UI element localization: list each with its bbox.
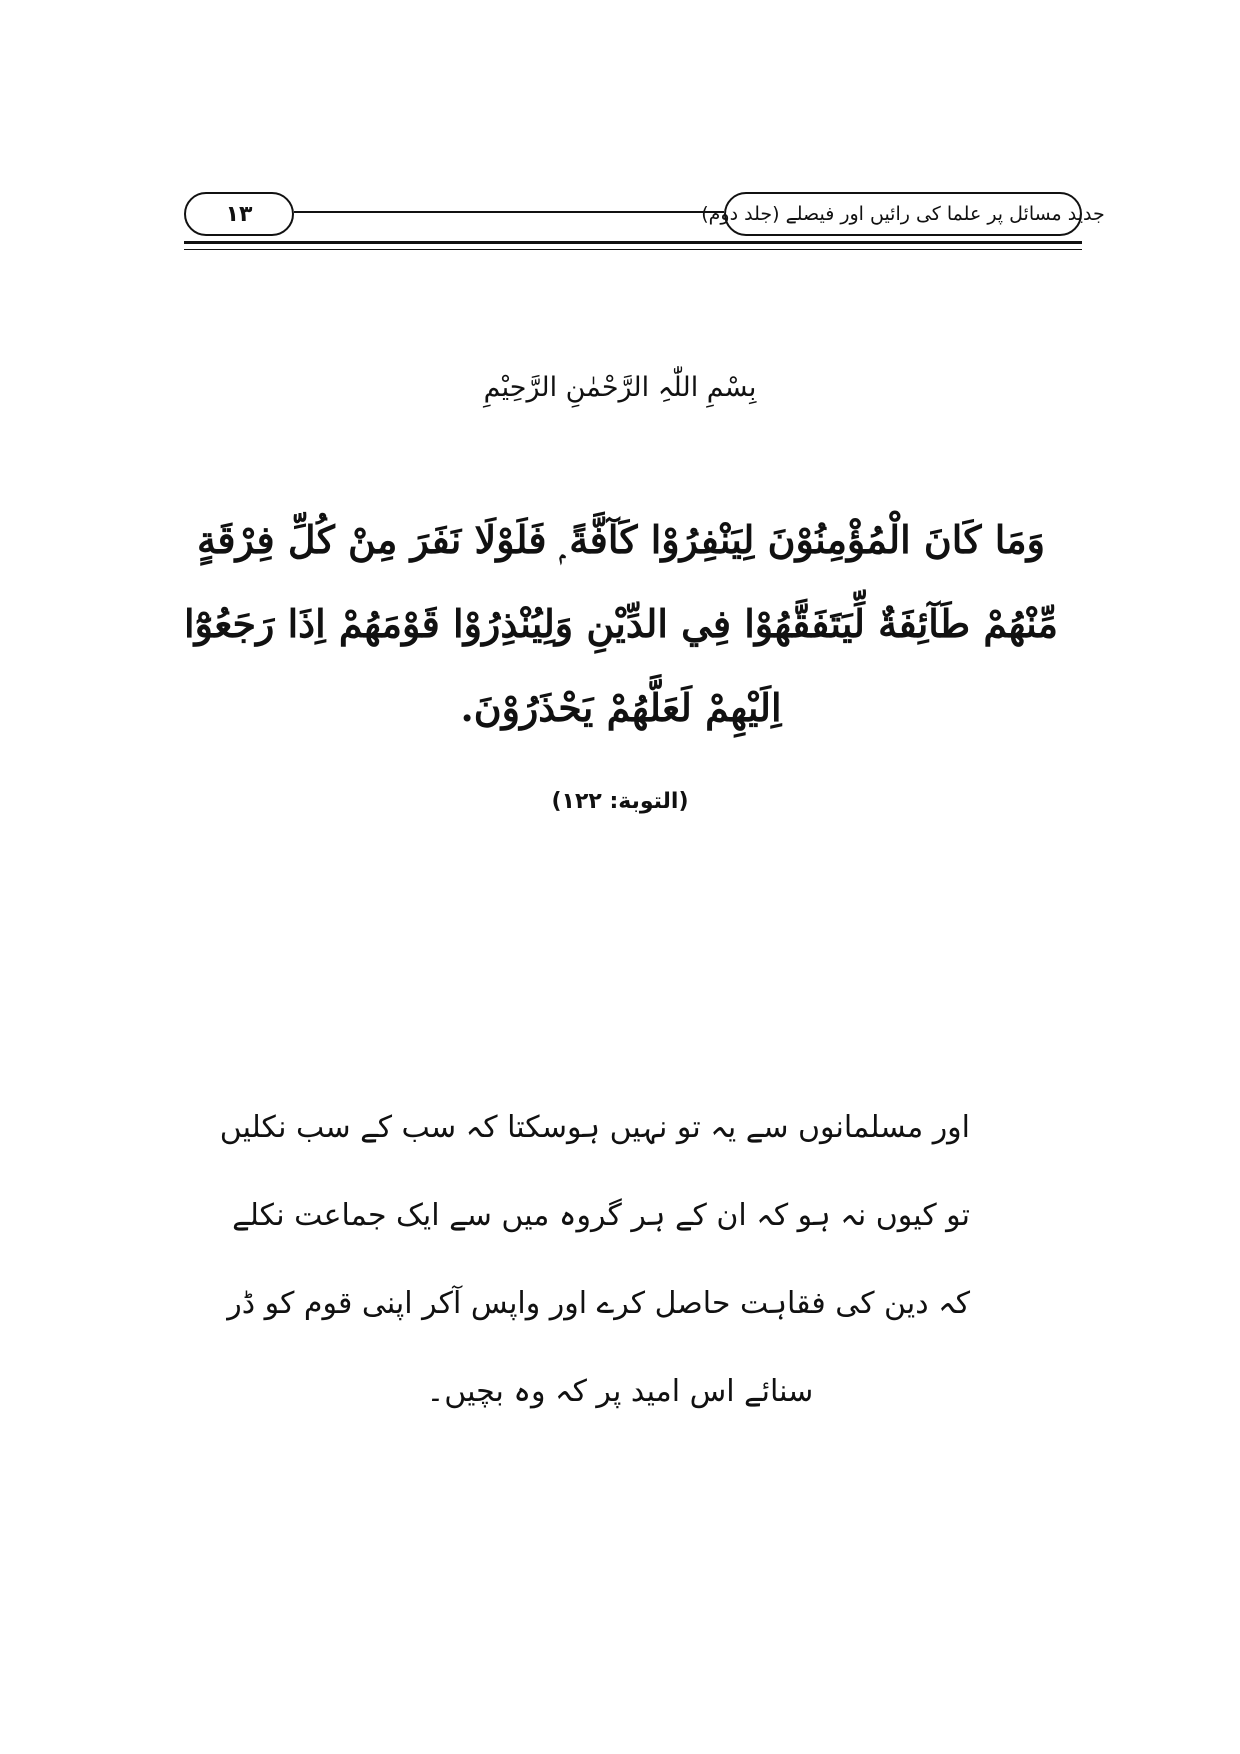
verse-line: وَمَا كَانَ الْمُؤْمِنُوْنَ لِيَنْفِرُوْا كَآفَّةً ۭ فَلَوْلَا نَفَرَ مِنْ كُلِّ فِرْقَةٍ bbox=[197, 517, 1045, 562]
translation-line: کہ دین کی فقاہت حاصل کرے اور واپس آکر اپنی قوم کو ڈر bbox=[227, 1286, 970, 1321]
running-header bbox=[184, 190, 1105, 246]
verse-line: اِلَيْهِمْ لَعَلَّهُمْ يَحْذَرُوْنَ. bbox=[460, 685, 782, 730]
verse-line: مِّنْهُمْ طَآئِفَةٌ لِّيَتَفَقَّهُوْا فِي الدِّيْنِ وَلِيُنْذِرُوْا قَوْمَهُمْ اِذَا رَجَعُوْٓا bbox=[184, 601, 1058, 646]
verse-reference: (التوبة: ۱۲۲) bbox=[551, 789, 689, 814]
translation-line: اور مسلمانوں سے یہ تو نہیں ہوسکتا کہ سب کے سب نکلیں bbox=[219, 1110, 970, 1145]
page-number: ۱۳ bbox=[225, 201, 253, 227]
translation-line: سنائے اس امید پر کہ وہ بچیں۔ bbox=[426, 1374, 814, 1409]
header-rule-thin bbox=[184, 249, 1082, 250]
book-title-badge bbox=[701, 192, 1105, 236]
basmala: بِسْمِ اللّٰہِ الرَّحْمٰنِ الرَّحِیْمِ bbox=[483, 372, 757, 403]
header-rule-thick bbox=[184, 241, 1082, 244]
book-title: جدید مسائل پر علما کی رائیں اور فیصلے (جلد دوم) bbox=[701, 203, 1105, 225]
header-connector-line bbox=[294, 211, 724, 213]
page-number-badge bbox=[184, 192, 294, 236]
urdu-translation bbox=[219, 1084, 970, 1436]
translation-line: تو کیوں نہ ہو کہ ان کے ہر گروہ میں سے ایک جماعت نکلے bbox=[232, 1198, 970, 1233]
quran-verse bbox=[176, 498, 1066, 750]
